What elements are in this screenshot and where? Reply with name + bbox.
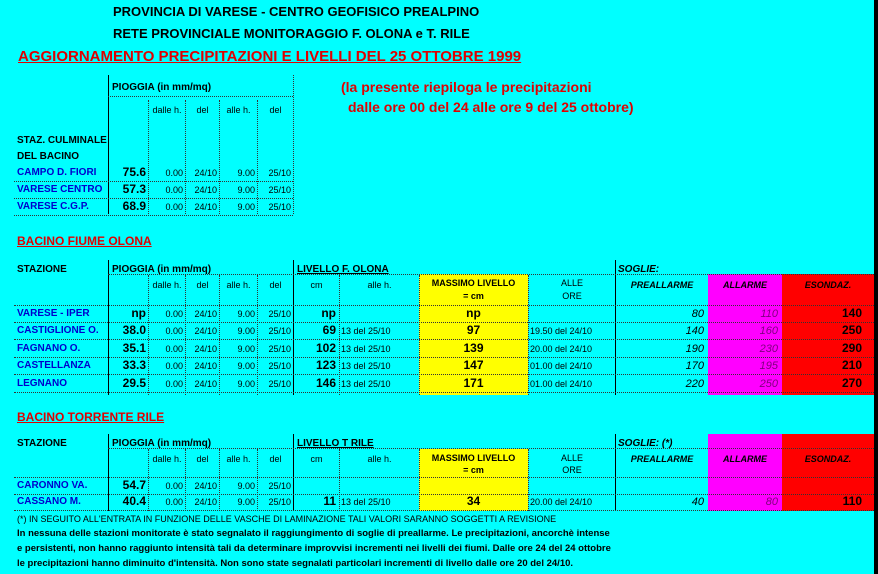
level-cm: 69 — [322, 323, 336, 337]
footer-p2: e persistenti, non hanno raggiunto intensità tali da determinare improvvisi incrementi nei livelli dei fiumi. Dalle ore 24 del 24 ottobre — [17, 543, 611, 554]
col-ore: ORE — [562, 465, 582, 475]
soglie-header: SOGLIE: — [618, 264, 660, 275]
col-dalle: dalle h. — [152, 105, 182, 115]
col-del2: del — [269, 280, 282, 290]
station-name: LEGNANO — [17, 378, 67, 389]
rain-value: 57.3 — [122, 182, 146, 196]
rain-value: 35.1 — [122, 341, 146, 355]
footer-p3: le precipitazioni hanno diminuito d'intensità. Non sono state segnalati particolari incrementi di livello dalle ore 20 del 24/10. — [17, 558, 574, 569]
header-line2: RETE PROVINCIALE MONITORAGGIO F. OLONA e T. RILE — [113, 26, 470, 41]
rain-to-hour: 9.00 — [237, 497, 255, 507]
rain-value: 68.9 — [122, 199, 146, 213]
threshold-allarme: 250 — [759, 378, 778, 390]
rain-to-date: 25/10 — [268, 185, 291, 195]
threshold-preallarme: 80 — [691, 308, 704, 320]
rain-to-hour: 9.00 — [237, 344, 255, 354]
max-level: 171 — [463, 376, 484, 390]
threshold-preallarme: 40 — [691, 496, 704, 508]
level-cm: 11 — [323, 494, 336, 508]
rain-from-hour: 0.00 — [165, 185, 183, 195]
station-name: VARESE C.G.P. — [17, 201, 89, 212]
col-del2: del — [269, 454, 282, 464]
level-time: 13 del 25/10 — [341, 344, 391, 354]
section-olona: BACINO FIUME OLONA — [17, 234, 152, 248]
col-cm: cm — [310, 280, 323, 290]
col-allarme: ALLARME — [723, 454, 767, 464]
livello-header: LIVELLO T RILE — [297, 438, 374, 449]
rain-to-date: 25/10 — [268, 497, 291, 507]
level-time: 13 del 25/10 — [341, 326, 391, 336]
level-time: 13 del 25/10 — [341, 379, 391, 389]
col-alle-h: alle h. — [367, 454, 392, 464]
rain-to-hour: 9.00 — [237, 309, 255, 319]
rain-value: 38.0 — [122, 323, 146, 337]
max-level-time: 01.00 del 24/10 — [530, 361, 593, 371]
rain-to-date: 25/10 — [268, 202, 291, 212]
max-level-time: 01.00 del 24/10 — [530, 379, 593, 389]
station-name: CAMPO D. FIORI — [17, 167, 97, 178]
threshold-esondaz: 110 — [842, 494, 862, 508]
col-alle-ore: ALLE — [560, 453, 584, 463]
rain-from-date: 24/10 — [194, 344, 217, 354]
rain-from-hour: 0.00 — [165, 168, 183, 178]
col-preallarme: PREALLARME — [630, 454, 694, 464]
col-massimo-unit: = cm — [463, 291, 484, 301]
rain-from-date: 24/10 — [194, 202, 217, 212]
max-level: 147 — [463, 358, 484, 372]
page-title: AGGIORNAMENTO PRECIPITAZIONI E LIVELLI DEL 25 OTTOBRE 1999 — [18, 48, 522, 65]
station-name: CARONNO VA. — [17, 480, 88, 491]
rain-to-date: 25/10 — [268, 309, 291, 319]
rain-from-date: 24/10 — [194, 361, 217, 371]
rain-from-hour: 0.00 — [165, 202, 183, 212]
threshold-allarme: 195 — [759, 360, 778, 372]
note-line1: (la presente riepiloga le precipitazioni — [341, 79, 592, 95]
col-alle-h: alle h. — [367, 280, 392, 290]
col-alle: alle h. — [226, 280, 251, 290]
station-name: VARESE - IPER — [17, 308, 90, 319]
col-massimo-unit: = cm — [463, 465, 484, 475]
del-bacino-label: DEL BACINO — [17, 151, 80, 162]
stazione-header: STAZIONE — [17, 264, 67, 275]
threshold-esondaz: 290 — [841, 341, 862, 355]
rain-to-hour: 9.00 — [237, 202, 255, 212]
pioggia-header: PIOGGIA (in mm/mq) — [112, 438, 212, 449]
rain-to-date: 25/10 — [268, 379, 291, 389]
livello-header: LIVELLO F. OLONA — [297, 264, 389, 275]
rain-from-date: 24/10 — [194, 168, 217, 178]
col-allarme: ALLARME — [723, 280, 767, 290]
threshold-preallarme: 190 — [685, 343, 704, 355]
rain-to-date: 25/10 — [268, 168, 291, 178]
station-name: CASTIGLIONE O. — [17, 325, 99, 336]
pioggia-header: PIOGGIA (in mm/mq) — [112, 82, 212, 93]
rain-value: np — [131, 306, 146, 320]
rain-to-hour: 9.00 — [237, 379, 255, 389]
rain-value: 40.4 — [122, 494, 146, 508]
col-del2: del — [269, 105, 282, 115]
station-name: VARESE CENTRO — [17, 184, 103, 195]
max-level-time: 20.00 del 24/10 — [530, 497, 593, 507]
station-name: FAGNANO O. — [17, 343, 81, 354]
rain-to-hour: 9.00 — [237, 185, 255, 195]
note-line2: dalle ore 00 del 24 alle ore 9 del 25 ottobre) — [348, 99, 634, 115]
col-dalle: dalle h. — [152, 454, 182, 464]
col-massimo: MASSIMO LIVELLO — [431, 453, 516, 463]
col-del: del — [196, 280, 209, 290]
col-esondaz: ESONDAZ. — [804, 454, 852, 464]
threshold-esondaz: 250 — [841, 323, 862, 337]
rain-from-hour: 0.00 — [165, 326, 183, 336]
threshold-esondaz: 140 — [841, 306, 862, 320]
col-alle: alle h. — [226, 105, 251, 115]
rain-from-date: 24/10 — [194, 497, 217, 507]
rain-to-date: 25/10 — [268, 344, 291, 354]
threshold-allarme: 80 — [765, 496, 778, 508]
max-level: 97 — [466, 323, 481, 337]
rain-to-hour: 9.00 — [237, 326, 255, 336]
threshold-allarme: 230 — [759, 343, 778, 355]
rain-to-date: 25/10 — [268, 361, 291, 371]
col-del: del — [196, 454, 209, 464]
rain-from-date: 24/10 — [194, 309, 217, 319]
col-cm: cm — [310, 454, 323, 464]
max-level: 139 — [463, 341, 484, 355]
rain-from-hour: 0.00 — [165, 379, 183, 389]
threshold-allarme: 160 — [759, 325, 778, 337]
level-time: 13 del 25/10 — [341, 497, 391, 507]
col-alle-ore: ALLE — [560, 278, 584, 288]
level-cm: 146 — [315, 376, 336, 390]
col-massimo: MASSIMO LIVELLO — [431, 278, 516, 288]
footer-p1: In nessuna delle stazioni monitorate è stato segnalato il raggiungimento di soglie di preallarme. Le precipitazioni, ancorchè intense — [17, 528, 610, 539]
rain-to-date: 25/10 — [268, 326, 291, 336]
rain-value: 75.6 — [122, 165, 146, 179]
level-cm: 123 — [315, 358, 336, 372]
stazione-header: STAZIONE — [17, 438, 67, 449]
rain-to-hour: 9.00 — [237, 481, 255, 491]
pioggia-header: PIOGGIA (in mm/mq) — [112, 264, 212, 275]
max-level-time: 20.00 del 24/10 — [530, 344, 593, 354]
rain-from-date: 24/10 — [194, 379, 217, 389]
threshold-preallarme: 220 — [685, 378, 704, 390]
asterisk-note: (*) IN SEGUITO ALL'ENTRATA IN FUNZIONE DELLE VASCHE DI LAMINAZIONE TALI VALORI SARANNO SOGGETTI A REVISIONE — [17, 514, 557, 524]
section-rile: BACINO TORRENTE RILE — [17, 410, 165, 424]
rain-to-date: 25/10 — [268, 481, 291, 491]
rain-to-hour: 9.00 — [237, 168, 255, 178]
staz-culminale-label: STAZ. CULMINALE — [17, 135, 107, 146]
col-esondaz: ESONDAZ. — [804, 280, 852, 290]
rain-from-hour: 0.00 — [165, 361, 183, 371]
threshold-preallarme: 170 — [685, 360, 704, 372]
rain-from-date: 24/10 — [194, 185, 217, 195]
station-name: CASTELLANZA — [17, 360, 91, 371]
max-level-time: 19.50 del 24/10 — [530, 326, 593, 336]
threshold-preallarme: 140 — [685, 325, 704, 337]
soglie-header: SOGLIE: (*) — [618, 438, 673, 449]
threshold-allarme: 110 — [760, 308, 778, 320]
col-dalle: dalle h. — [152, 280, 182, 290]
threshold-esondaz: 270 — [841, 376, 862, 390]
level-cm: np — [321, 306, 336, 320]
col-del: del — [196, 105, 209, 115]
max-level: np — [466, 306, 481, 320]
station-name: CASSANO M. — [17, 496, 81, 507]
rain-value: 29.5 — [122, 376, 146, 390]
col-preallarme: PREALLARME — [630, 280, 694, 290]
rain-from-hour: 0.00 — [165, 481, 183, 491]
rain-from-date: 24/10 — [194, 481, 217, 491]
rain-value: 54.7 — [122, 478, 146, 492]
level-time: 13 del 25/10 — [341, 361, 391, 371]
rain-from-hour: 0.00 — [165, 497, 183, 507]
rain-from-date: 24/10 — [194, 326, 217, 336]
col-ore: ORE — [562, 291, 582, 301]
level-cm: 102 — [315, 341, 336, 355]
rain-from-hour: 0.00 — [165, 309, 183, 319]
rain-from-hour: 0.00 — [165, 344, 183, 354]
max-level: 34 — [466, 494, 481, 508]
header-line1: PROVINCIA DI VARESE - CENTRO GEOFISICO PREALPINO — [113, 4, 480, 19]
col-alle: alle h. — [226, 454, 251, 464]
rain-value: 33.3 — [122, 358, 146, 372]
rain-to-hour: 9.00 — [237, 361, 255, 371]
threshold-esondaz: 210 — [841, 358, 862, 372]
